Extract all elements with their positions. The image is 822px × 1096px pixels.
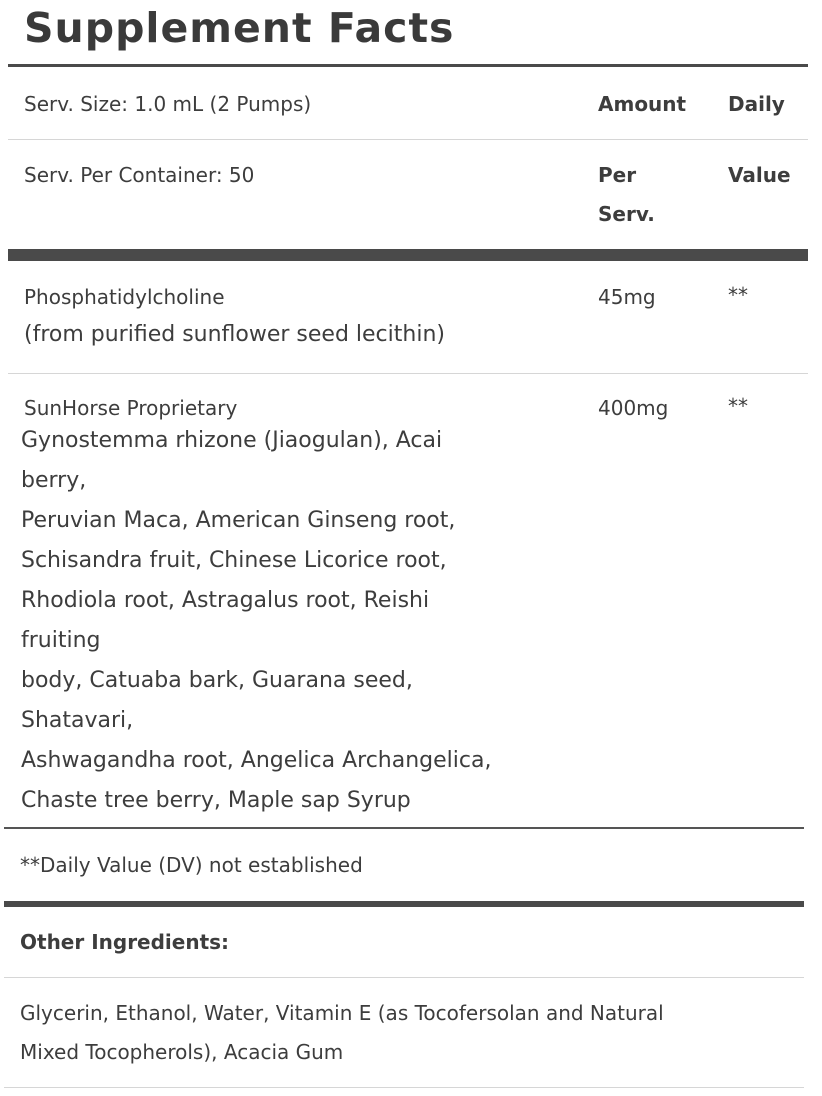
serv-label: Serv. bbox=[598, 202, 655, 226]
ingredient-detail: (from purified sunflower seed lecithin) bbox=[24, 322, 445, 347]
blend-line: fruiting bbox=[21, 628, 101, 653]
ingredient-dv: ** bbox=[728, 283, 748, 307]
header-divider bbox=[8, 139, 808, 140]
amount-label: Amount bbox=[598, 92, 687, 116]
blend-line: Chaste tree berry, Maple sap Syrup bbox=[21, 788, 411, 813]
blend-line: Gynostemma rhizone (Jiaogulan), Acai bbox=[21, 428, 443, 453]
ingredient-name: SunHorse Proprietary bbox=[24, 396, 238, 420]
blend-line: Schisandra fruit, Chinese Licorice root, bbox=[21, 548, 447, 573]
other-ingredients-line: Glycerin, Ethanol, Water, Vitamin E (as Tocofersolan and Natural bbox=[20, 1001, 664, 1025]
blend-line: Ashwagandha root, Angelica Archangelica, bbox=[21, 748, 492, 773]
servings-per-container: Serv. Per Container: 50 bbox=[24, 163, 255, 187]
table-bottom-rule bbox=[4, 827, 804, 829]
ingredient-name: Phosphatidylcholine bbox=[24, 285, 225, 309]
title-rule bbox=[8, 64, 808, 67]
blend-line: body, Catuaba bark, Guarana seed, bbox=[21, 668, 413, 693]
row-divider bbox=[8, 373, 808, 374]
footnote-rule bbox=[4, 901, 804, 907]
value-label: Value bbox=[728, 163, 791, 187]
blend-line: berry, bbox=[21, 468, 87, 493]
ingredient-amount: 45mg bbox=[598, 285, 656, 309]
footnote: **Daily Value (DV) not established bbox=[20, 853, 363, 877]
ingredient-amount: 400mg bbox=[598, 396, 669, 420]
blend-line: Peruvian Maca, American Ginseng root, bbox=[21, 508, 456, 533]
blend-line: Shatavari, bbox=[21, 708, 134, 733]
other-ingredients-divider bbox=[4, 977, 804, 978]
blend-line: Rhodiola root, Astragalus root, Reishi bbox=[21, 588, 430, 613]
other-ingredients-line: Mixed Tocopherols), Acacia Gum bbox=[20, 1040, 344, 1064]
per-label: Per bbox=[598, 163, 637, 187]
panel-title: Supplement Facts bbox=[24, 4, 455, 52]
panel-bottom-rule bbox=[4, 1087, 804, 1088]
other-ingredients-label: Other Ingredients: bbox=[20, 930, 230, 954]
header-thick-rule bbox=[8, 249, 808, 261]
daily-label: Daily bbox=[728, 92, 785, 116]
serving-size: Serv. Size: 1.0 mL (2 Pumps) bbox=[24, 92, 312, 116]
ingredient-dv: ** bbox=[728, 394, 748, 418]
